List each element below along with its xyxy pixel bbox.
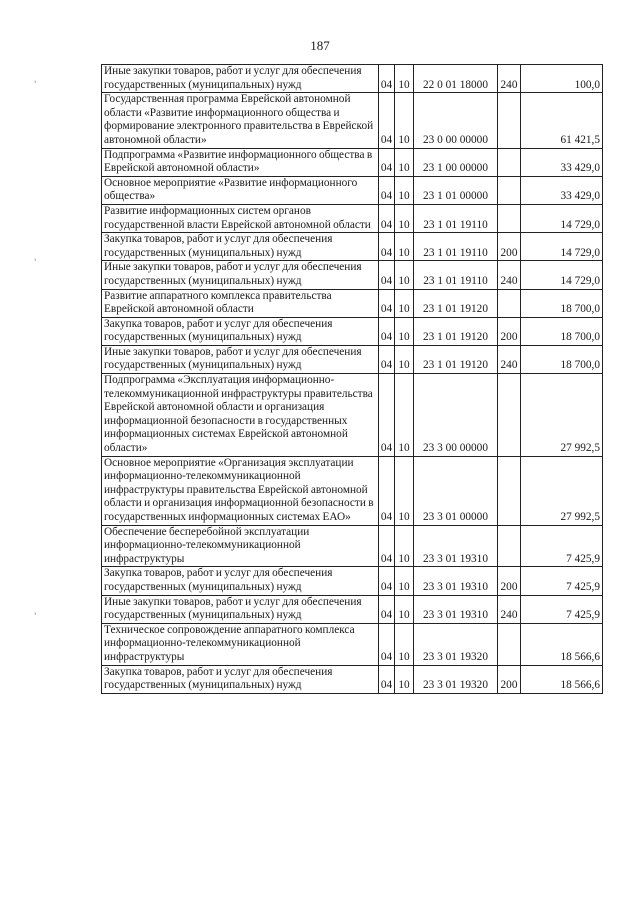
scan-margin-mark: ': [34, 258, 37, 268]
item-name-cell: Подпрограмма «Развитие информационного общества в Еврейской автономной области»: [102, 148, 379, 176]
expense-type-cell: [498, 148, 521, 176]
table-row: [102, 233, 603, 261]
subsection-code-cell: 10: [395, 65, 414, 93]
expense-type-cell: [498, 93, 521, 148]
amount-cell: 27 992,5: [521, 456, 603, 525]
item-name-cell: Иные закупки товаров, работ и услуг для обеспечения государственных (муниципальных) нужд: [102, 65, 379, 93]
table-row: [102, 289, 603, 317]
section-code-cell: 04: [379, 261, 395, 289]
table-row: [102, 665, 603, 693]
amount-cell: 18 700,0: [521, 345, 603, 373]
item-name-cell: Развитие аппаратного комплекса правительства Еврейской автономной области: [102, 289, 379, 317]
section-code-cell: 04: [379, 374, 395, 457]
target-article-cell: 23 3 01 19320: [414, 623, 498, 665]
subsection-code-cell: 10: [395, 345, 414, 373]
target-article-cell: 23 0 00 00000: [414, 93, 498, 148]
item-name-cell: Развитие информационных систем органов государственной власти Еврейской автономной области: [102, 204, 379, 232]
amount-cell: 14 729,0: [521, 261, 603, 289]
subsection-code-cell: 10: [395, 317, 414, 345]
section-code-cell: 04: [379, 148, 395, 176]
amount-cell: 14 729,0: [521, 233, 603, 261]
expense-type-cell: 200: [498, 317, 521, 345]
table-row: [102, 204, 603, 232]
item-name-cell: Закупка товаров, работ и услуг для обеспечения государственных (муниципальных) нужд: [102, 567, 379, 595]
scan-margin-mark: ': [34, 612, 37, 622]
table-row: [102, 567, 603, 595]
table-row: [102, 65, 603, 93]
amount-cell: 61 421,5: [521, 93, 603, 148]
subsection-code-cell: 10: [395, 525, 414, 567]
table-row: [102, 93, 603, 148]
page-number: 187: [310, 38, 330, 53]
subsection-code-cell: 10: [395, 233, 414, 261]
subsection-code-cell: 10: [395, 204, 414, 232]
subsection-code-cell: 10: [395, 623, 414, 665]
expense-type-cell: [498, 623, 521, 665]
target-article-cell: 22 0 01 18000: [414, 65, 498, 93]
expense-type-cell: 200: [498, 233, 521, 261]
item-name-cell: Подпрограмма «Эксплуатация информационно-телекоммуникационной инфраструктуры правительства Еврейской автономной области и организация информационной безопасности в государственных информационных системах Еврейской автономной области»: [102, 374, 379, 457]
section-code-cell: 04: [379, 289, 395, 317]
table-row: [102, 595, 603, 623]
expense-type-cell: [498, 176, 521, 204]
table-row: [102, 176, 603, 204]
amount-cell: 7 425,9: [521, 595, 603, 623]
target-article-cell: 23 3 00 00000: [414, 374, 498, 457]
subsection-code-cell: 10: [395, 595, 414, 623]
item-name-cell: Иные закупки товаров, работ и услуг для обеспечения государственных (муниципальных) нужд: [102, 261, 379, 289]
amount-cell: 14 729,0: [521, 204, 603, 232]
target-article-cell: 23 1 01 19110: [414, 261, 498, 289]
table-row: [102, 148, 603, 176]
scan-margin-mark: ': [34, 80, 37, 90]
target-article-cell: 23 3 01 00000: [414, 456, 498, 525]
target-article-cell: 23 1 01 19120: [414, 345, 498, 373]
table-row: [102, 456, 603, 525]
amount-cell: 18 566,6: [521, 623, 603, 665]
item-name-cell: Закупка товаров, работ и услуг для обеспечения государственных (муниципальных) нужд: [102, 317, 379, 345]
amount-cell: 100,0: [521, 65, 603, 93]
amount-cell: 33 429,0: [521, 176, 603, 204]
section-code-cell: 04: [379, 456, 395, 525]
expense-type-cell: 200: [498, 665, 521, 693]
section-code-cell: 04: [379, 345, 395, 373]
amount-cell: 33 429,0: [521, 148, 603, 176]
target-article-cell: 23 3 01 19310: [414, 595, 498, 623]
subsection-code-cell: 10: [395, 289, 414, 317]
target-article-cell: 23 1 01 19120: [414, 289, 498, 317]
item-name-cell: Основное мероприятие «Организация эксплуатации информационно-телекоммуникационной инфраструктуры правительства Еврейской автономной области и организация информационной безопасности в государственных информационных системах ЕАО»: [102, 456, 379, 525]
item-name-cell: Иные закупки товаров, работ и услуг для обеспечения государственных (муниципальных) нужд: [102, 345, 379, 373]
expense-type-cell: [498, 525, 521, 567]
section-code-cell: 04: [379, 233, 395, 261]
item-name-cell: Обеспечение бесперебойной эксплуатации информационно-телекоммуникационной инфраструктуры: [102, 525, 379, 567]
target-article-cell: 23 3 01 19310: [414, 525, 498, 567]
item-name-cell: Техническое сопровождение аппаратного комплекса информационно-телекоммуникационной инфраструктуры: [102, 623, 379, 665]
subsection-code-cell: 10: [395, 456, 414, 525]
target-article-cell: 23 1 00 00000: [414, 148, 498, 176]
section-code-cell: 04: [379, 204, 395, 232]
amount-cell: 27 992,5: [521, 374, 603, 457]
amount-cell: 7 425,9: [521, 525, 603, 567]
section-code-cell: 04: [379, 525, 395, 567]
expense-type-cell: 200: [498, 567, 521, 595]
target-article-cell: 23 3 01 19320: [414, 665, 498, 693]
subsection-code-cell: 10: [395, 665, 414, 693]
table-row: [102, 374, 603, 457]
section-code-cell: 04: [379, 317, 395, 345]
target-article-cell: 23 3 01 19310: [414, 567, 498, 595]
table-row: [102, 345, 603, 373]
expense-type-cell: [498, 374, 521, 457]
section-code-cell: 04: [379, 567, 395, 595]
item-name-cell: Государственная программа Еврейской автономной области «Развитие информационного общества и формирование электронного правительства в Еврейской автономной области»: [102, 93, 379, 148]
table-row: [102, 261, 603, 289]
item-name-cell: Закупка товаров, работ и услуг для обеспечения государственных (муниципальных) нужд: [102, 665, 379, 693]
target-article-cell: 23 1 01 19120: [414, 317, 498, 345]
expense-type-cell: [498, 456, 521, 525]
section-code-cell: 04: [379, 665, 395, 693]
table-row: [102, 623, 603, 665]
subsection-code-cell: 10: [395, 567, 414, 595]
expense-type-cell: [498, 289, 521, 317]
section-code-cell: 04: [379, 176, 395, 204]
budget-table-body: [102, 65, 603, 694]
target-article-cell: 23 1 01 19110: [414, 204, 498, 232]
amount-cell: 7 425,9: [521, 567, 603, 595]
subsection-code-cell: 10: [395, 261, 414, 289]
subsection-code-cell: 10: [395, 93, 414, 148]
amount-cell: 18 700,0: [521, 289, 603, 317]
expense-type-cell: 240: [498, 595, 521, 623]
section-code-cell: 04: [379, 93, 395, 148]
item-name-cell: Иные закупки товаров, работ и услуг для обеспечения государственных (муниципальных) нужд: [102, 595, 379, 623]
table-row: [102, 525, 603, 567]
expense-type-cell: [498, 204, 521, 232]
expense-type-cell: 240: [498, 65, 521, 93]
table-row: [102, 317, 603, 345]
amount-cell: 18 566,6: [521, 665, 603, 693]
subsection-code-cell: 10: [395, 148, 414, 176]
budget-table: [101, 64, 603, 694]
subsection-code-cell: 10: [395, 374, 414, 457]
expense-type-cell: 240: [498, 261, 521, 289]
subsection-code-cell: 10: [395, 176, 414, 204]
target-article-cell: 23 1 01 00000: [414, 176, 498, 204]
section-code-cell: 04: [379, 65, 395, 93]
expense-type-cell: 240: [498, 345, 521, 373]
amount-cell: 18 700,0: [521, 317, 603, 345]
target-article-cell: 23 1 01 19110: [414, 233, 498, 261]
section-code-cell: 04: [379, 623, 395, 665]
item-name-cell: Основное мероприятие «Развитие информационного общества»: [102, 176, 379, 204]
section-code-cell: 04: [379, 595, 395, 623]
item-name-cell: Закупка товаров, работ и услуг для обеспечения государственных (муниципальных) нужд: [102, 233, 379, 261]
